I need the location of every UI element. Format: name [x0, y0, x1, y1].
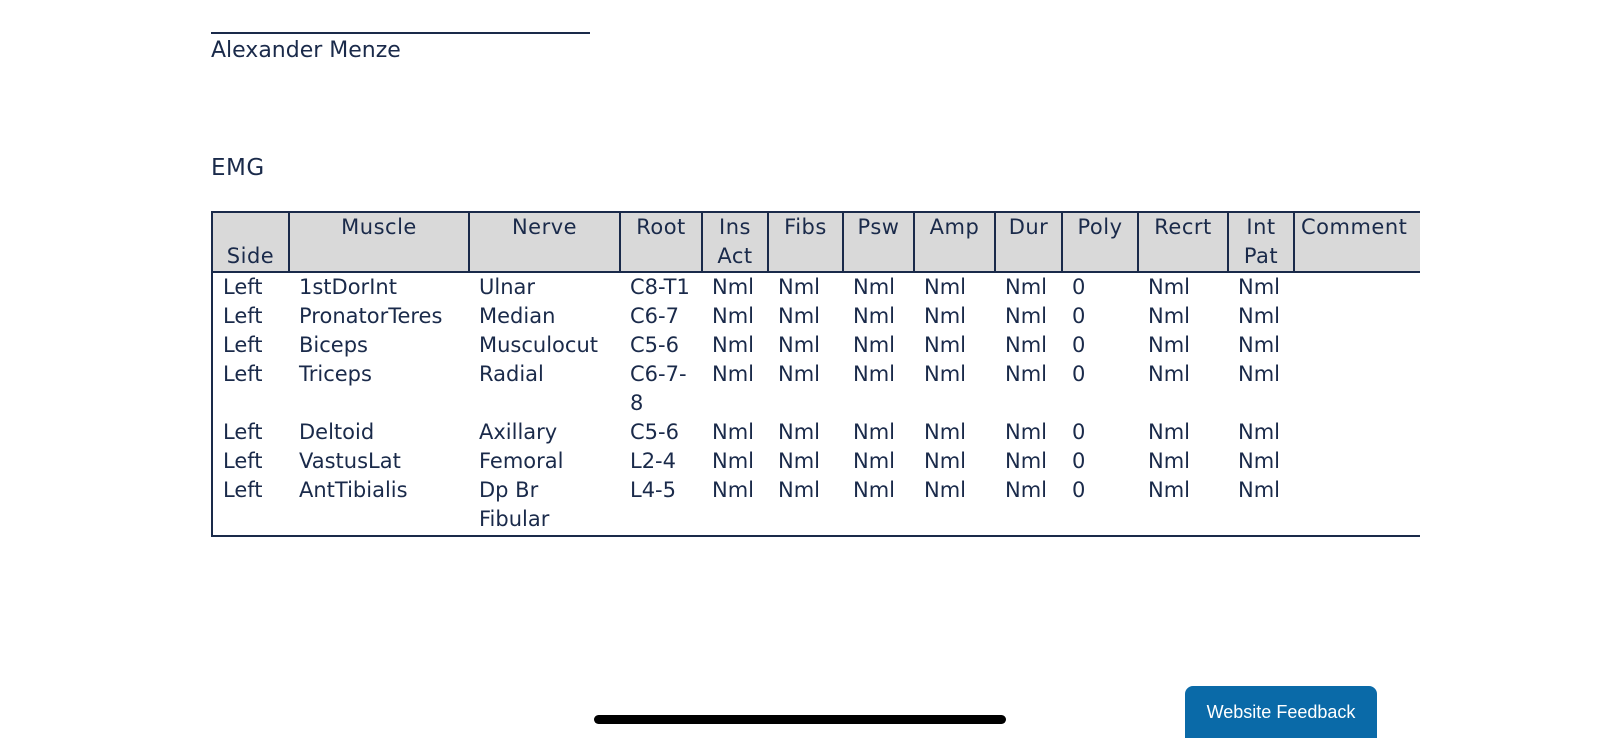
cell-ins-act: Nml: [712, 420, 754, 444]
table-row: [212, 476, 1420, 536]
cell-comment: [1294, 418, 1420, 447]
cell-fibs: Nml: [768, 476, 843, 536]
cell-comment: [1294, 447, 1420, 476]
cell-side: Left: [212, 476, 289, 536]
cell-fibs: Nml: [778, 275, 820, 299]
cell-root: C5-6: [630, 420, 679, 444]
cell-root: C5-6: [630, 333, 679, 357]
cell-dur: Nml: [1005, 420, 1047, 444]
cell-ins-act: Nml: [712, 449, 754, 473]
cell-recrt: Nml: [1148, 275, 1190, 299]
cell-poly: 0: [1072, 449, 1086, 473]
cell-amp: Nml: [924, 333, 966, 357]
cell-ins-act: Nml: [712, 304, 754, 328]
signature-line: [211, 32, 590, 34]
column-header-side: Side: [212, 212, 289, 272]
cell-int-pat: Nml: [1238, 362, 1280, 386]
cell-amp: Nml: [924, 449, 966, 473]
cell-muscle: AntTibialis: [289, 476, 469, 536]
column-header-int-pat: Int Pat: [1228, 212, 1294, 272]
table-row: [212, 302, 1420, 331]
cell-muscle: Triceps: [299, 362, 372, 386]
cell-recrt: Nml: [1148, 449, 1190, 473]
cell-poly: 0: [1072, 275, 1086, 299]
cell-poly: 0: [1072, 362, 1086, 386]
column-header-fibs: Fibs: [768, 212, 843, 272]
cell-recrt: Nml: [1148, 420, 1190, 444]
cell-dur: Nml: [1005, 304, 1047, 328]
column-header-root: Root: [620, 212, 702, 272]
table-row: [212, 418, 1420, 447]
cell-nerve: Median: [479, 304, 556, 328]
cell-root: L2-4: [630, 449, 676, 473]
column-header-comment: Comment: [1294, 212, 1420, 272]
cell-side: Left: [212, 272, 289, 302]
column-header-dur: Dur: [995, 212, 1062, 272]
cell-dur: Nml: [995, 476, 1062, 536]
cell-root: C6-7-8: [630, 362, 687, 415]
column-header-recrt: Recrt: [1138, 212, 1228, 272]
cell-comment: [1294, 272, 1420, 302]
column-header-nerve: Nerve: [469, 212, 620, 272]
cell-amp: Nml: [924, 275, 966, 299]
cell-ins-act: Nml: [712, 275, 754, 299]
cell-muscle: Biceps: [299, 333, 368, 357]
cell-comment: [1294, 360, 1420, 418]
cell-dur: Nml: [1005, 333, 1047, 357]
cell-nerve: Dp Br Fibular: [469, 476, 620, 536]
cell-recrt: Nml: [1148, 362, 1190, 386]
cell-nerve: Radial: [479, 362, 544, 386]
cell-poly: 0: [1072, 304, 1086, 328]
cell-side: Left: [212, 302, 289, 331]
cell-fibs: Nml: [778, 333, 820, 357]
signature-name: Alexander Menze: [211, 38, 401, 63]
cell-comment: [1294, 331, 1420, 360]
table-row: [212, 331, 1420, 360]
cell-fibs: Nml: [778, 362, 820, 386]
cell-psw: Nml: [853, 449, 895, 473]
cell-dur: Nml: [1005, 275, 1047, 299]
column-header-psw: Psw: [843, 212, 914, 272]
cell-fibs: Nml: [778, 420, 820, 444]
column-header-poly: Poly: [1062, 212, 1138, 272]
column-header-amp: Amp: [914, 212, 995, 272]
table-header-row: [212, 212, 1420, 272]
cell-root: L4-5: [620, 476, 702, 536]
cell-muscle: Deltoid: [299, 420, 375, 444]
cell-recrt: Nml: [1138, 476, 1228, 536]
website-feedback-button[interactable]: Website Feedback: [1185, 686, 1377, 738]
cell-psw: Nml: [853, 333, 895, 357]
cell-nerve: Axillary: [479, 420, 558, 444]
cell-muscle: PronatorTeres: [299, 304, 443, 328]
table-row: [212, 272, 1420, 302]
cell-ins-act: Nml: [712, 333, 754, 357]
cell-poly: 0: [1062, 476, 1138, 536]
section-title: EMG: [211, 155, 265, 181]
cell-side: Left: [212, 360, 289, 418]
cell-psw: Nml: [853, 304, 895, 328]
cell-int-pat: Nml: [1238, 420, 1280, 444]
cell-dur: Nml: [1005, 362, 1047, 386]
emg-table: [211, 211, 1420, 537]
column-header-ins-act: Ins Act: [702, 212, 768, 272]
cell-ins-act: Nml: [702, 476, 768, 536]
cell-int-pat: Nml: [1238, 449, 1280, 473]
cell-muscle: 1stDorInt: [299, 275, 397, 299]
cell-int-pat: Nml: [1238, 304, 1280, 328]
home-indicator-bar: [594, 715, 1006, 724]
cell-psw: Nml: [843, 476, 914, 536]
cell-amp: Nml: [924, 304, 966, 328]
cell-root: C8-T1: [630, 275, 690, 299]
cell-nerve: Ulnar: [479, 275, 536, 299]
cell-root: C6-7: [630, 304, 679, 328]
cell-nerve: Musculocut: [479, 333, 598, 357]
cell-recrt: Nml: [1148, 304, 1190, 328]
cell-psw: Nml: [853, 362, 895, 386]
cell-comment: [1294, 302, 1420, 331]
cell-ins-act: Nml: [712, 362, 754, 386]
table-body: [212, 272, 1420, 536]
table-row: [212, 447, 1420, 476]
cell-nerve: Femoral: [479, 449, 564, 473]
cell-poly: 0: [1072, 333, 1086, 357]
cell-int-pat: Nml: [1228, 476, 1294, 536]
cell-psw: Nml: [853, 275, 895, 299]
cell-amp: Nml: [924, 420, 966, 444]
cell-poly: 0: [1072, 420, 1086, 444]
cell-recrt: Nml: [1148, 333, 1190, 357]
cell-side: Left: [212, 447, 289, 476]
cell-fibs: Nml: [778, 449, 820, 473]
cell-dur: Nml: [1005, 449, 1047, 473]
column-header-muscle: Muscle: [289, 212, 469, 272]
cell-int-pat: Nml: [1238, 333, 1280, 357]
cell-int-pat: Nml: [1238, 275, 1280, 299]
cell-fibs: Nml: [778, 304, 820, 328]
cell-psw: Nml: [853, 420, 895, 444]
cell-comment: [1294, 476, 1420, 536]
cell-side: Left: [212, 418, 289, 447]
cell-amp: Nml: [924, 362, 966, 386]
cell-muscle: VastusLat: [299, 449, 401, 473]
cell-amp: Nml: [914, 476, 995, 536]
cell-side: Left: [212, 331, 289, 360]
table-row: [212, 360, 1420, 418]
emg-table-container: [211, 211, 1420, 537]
